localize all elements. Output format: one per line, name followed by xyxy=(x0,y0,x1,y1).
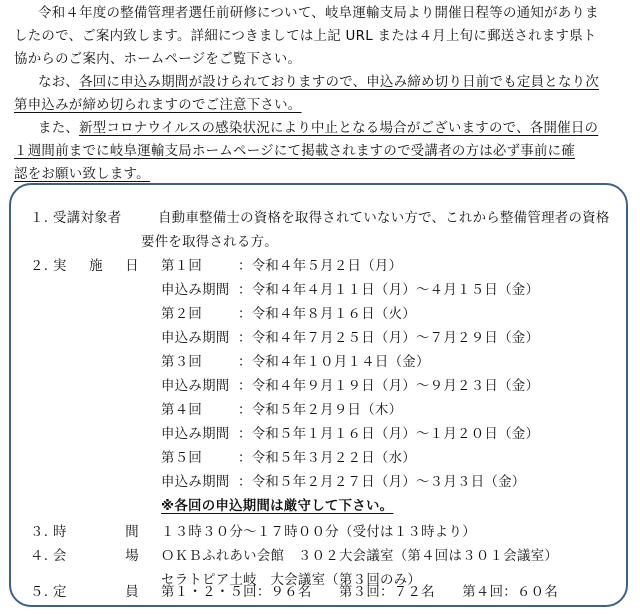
intro-p2-line1 xyxy=(14,71,634,94)
session-5-apply-label: 申込み期間 xyxy=(161,475,230,490)
session-2-apply-label: 申込み期間 xyxy=(161,331,230,346)
session-1-apply-period: ：令和４年４月１１日（月）～４月１５日（金） xyxy=(238,283,540,298)
capacity-number: ５. xyxy=(30,585,49,600)
intro-p3-underlined-2: １週間前までに岐阜運輸支局ホームページにて掲載されますので受講者の方は必ず事前に確 xyxy=(14,144,576,159)
dates-number: ２. xyxy=(30,259,49,274)
intro-text xyxy=(14,2,634,186)
session-4-date: ：令和５年２月９日（木） xyxy=(238,403,403,418)
dates-label-char: 実 xyxy=(53,259,67,274)
session-3-date: ：令和４年１０月１４日（金） xyxy=(238,355,430,370)
venue-label-char: 場 xyxy=(125,549,139,564)
session-4-name: 第４回 xyxy=(161,403,203,418)
venue-label xyxy=(53,545,139,569)
venue-number: ４. xyxy=(30,549,49,564)
target-label: 受講対象者 xyxy=(53,211,122,226)
session-2-name: 第２回 xyxy=(161,307,203,322)
session-1-name: 第１回 xyxy=(161,259,203,274)
dates-label xyxy=(53,255,139,279)
target-value-line1: 自動車整備士の資格を取得されていない方で、これから整備管理者の資格 xyxy=(158,211,610,226)
dates-label-char: 日 xyxy=(125,259,139,274)
time-label xyxy=(53,521,139,545)
details-box xyxy=(9,183,628,607)
intro-p2-underlined: 各回に申込み期間が設けられておりますので、申込み締め切り日前でも定員となり次 xyxy=(79,75,600,90)
session-5-name: 第５回 xyxy=(161,451,203,466)
dates-label-char: 施 xyxy=(89,259,103,274)
session-2-apply-period: ：令和４年７月２５日（月）～７月２９日（金） xyxy=(238,331,540,346)
intro-p2-underlined-2: 第申込みが締め切られますのでご注意下さい。 xyxy=(14,98,302,113)
intro-p3-line1 xyxy=(14,117,634,140)
intro-p2-prefix: なお、 xyxy=(38,75,80,90)
session-4-apply-period: ：令和５年１月１６日（月）～１月２０日（金） xyxy=(238,427,540,442)
session-3-apply-label: 申込み期間 xyxy=(161,379,230,394)
venue-label-char: 会 xyxy=(53,549,67,564)
session-1-date: ：令和４年５月２日（月） xyxy=(238,259,403,274)
time-label-char: 間 xyxy=(125,525,139,540)
time-label-char: 時 xyxy=(53,525,67,540)
intro-p3-line2 xyxy=(14,140,634,163)
target-value-line2: 要件を取得される方。 xyxy=(141,235,278,250)
session-3-name: 第３回 xyxy=(161,355,203,370)
dates-note: ※各回の申込期間は厳守して下さい。 xyxy=(161,499,394,514)
session-5-apply-period: ：令和５年２月２７日（月）～３月３日（金） xyxy=(238,475,526,490)
capacity-label-char: 員 xyxy=(125,585,139,600)
session-4-apply-label: 申込み期間 xyxy=(161,427,230,442)
target-number: １. xyxy=(30,211,49,226)
intro-p3-underlined-3: 認をお願い致します。 xyxy=(14,167,150,182)
session-1-apply-label: 申込み期間 xyxy=(161,283,230,298)
capacity-label-char: 定 xyxy=(53,585,67,600)
session-5-date: ：令和５年３月２２日（水） xyxy=(238,451,416,466)
venue-value-line1: ＯＫＢふれあい会館 ３０２大会議室（第４回は３０１会議室） xyxy=(161,549,559,564)
intro-p3-underlined: 新型コロナウイルスの感染状況により中止となる場合がございますので、各開催日の xyxy=(79,121,599,136)
time-value: １３時３０分～１７時００分（受付は１３時より） xyxy=(161,525,476,540)
intro-p3-prefix: また、 xyxy=(38,121,80,136)
time-number: ３. xyxy=(30,525,49,540)
session-3-apply-period: ：令和４年９月１９日（月）～９月２３日（金） xyxy=(238,379,540,394)
intro-p2-line2 xyxy=(14,94,634,117)
capacity-label xyxy=(53,581,139,605)
intro-p1-line3: 協からのご案内、ホームページをご覧下さい。 xyxy=(14,52,302,67)
intro-p1-line2: したので、ご案内致します。詳細につきましては上記 URL または４月上旬に郵送されます県ト xyxy=(14,29,597,44)
capacity-value: 第１・２・５回：９６名 第３回：７２名 第４回：６０名 xyxy=(161,585,559,600)
session-2-date: ：令和４年８月１６日（火） xyxy=(238,307,416,322)
intro-p1-line1: 令和４年度の整備管理者選任前研修について、岐阜運輸支局より開催日程等の通知がありま xyxy=(38,6,599,21)
venue-value-line2: セラトピア土岐 大会議室（第３回のみ） xyxy=(161,573,422,588)
